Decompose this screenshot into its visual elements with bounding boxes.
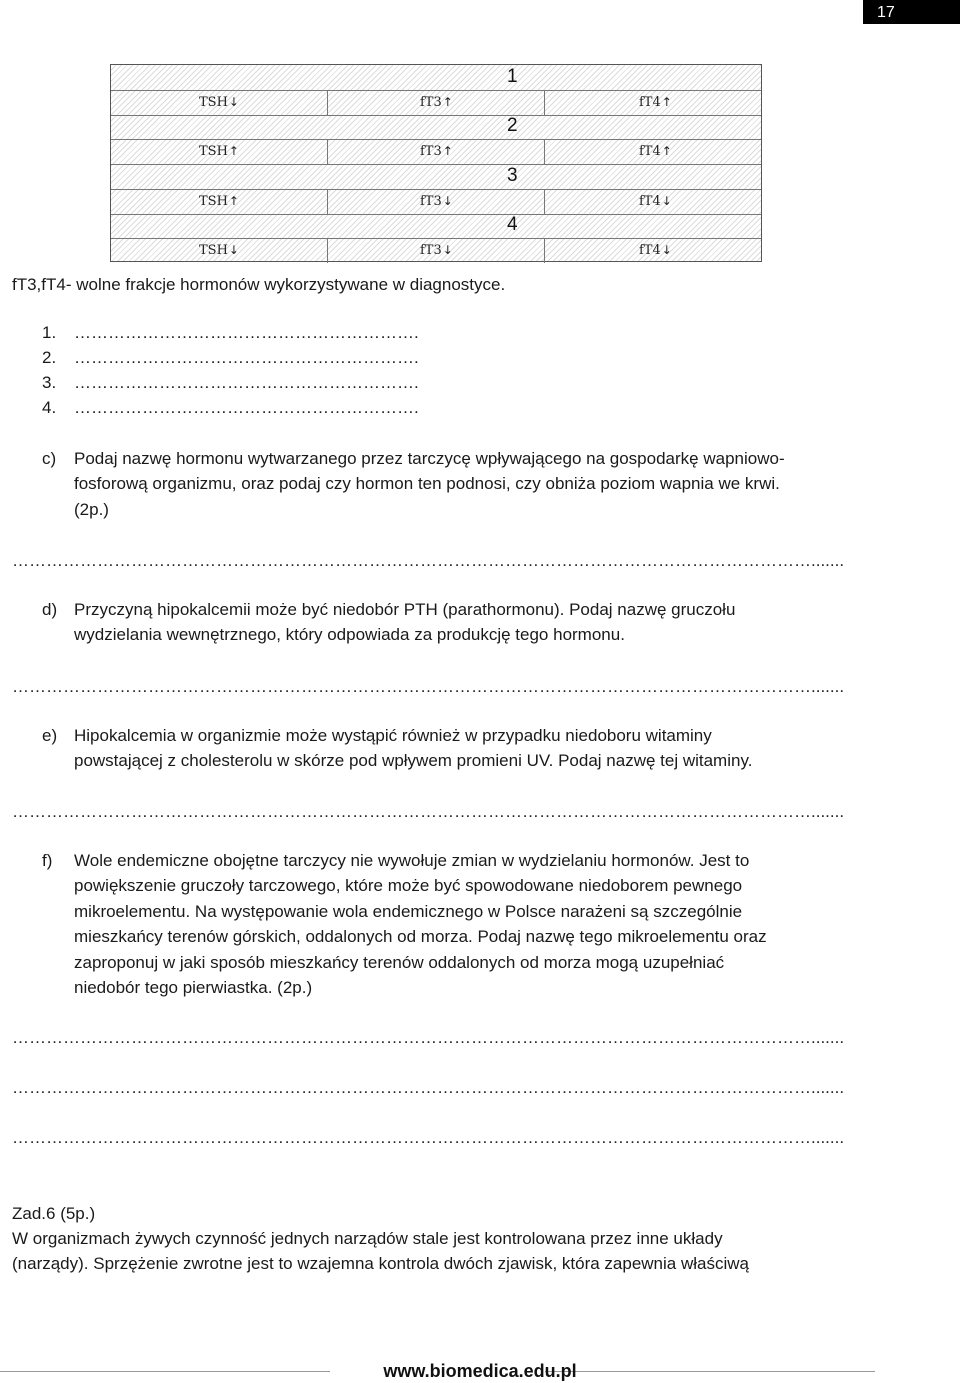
table-section-number: 1 [507,66,518,87]
table-row [111,90,761,116]
ft4-cell: fT4↓ [639,243,672,258]
answer-line: ……………………………………………………………………………………………………………………………....... [12,677,845,696]
hormone-table [110,64,762,262]
task-line: (narządy). Sprzężenie zwrotne jest to wzajemna kontrola dwóch zjawisk, która zapewnia właściwą [12,1254,749,1273]
ft3-cell: fT3↓ [328,190,545,214]
list-item: 4. ……………………………………………………. [42,398,419,417]
question-letter: c) [42,449,57,468]
tsh-cell: TSH↓ [111,239,328,263]
answer-line: ……………………………………………………………………………………………………………………………....... [12,551,845,570]
question-line: Podaj nazwę hormonu wytwarzanego przez tarczycę wpływającego na gospodarkę wapniowo- [74,449,785,468]
list-item: 2. ……………………………………………………. [42,348,419,367]
table-section-number: 2 [507,115,518,136]
footer-url: www.biomedica.edu.pl [383,1361,577,1381]
answer-line: ……………………………………………………………………………………………………………………………....... [12,1128,845,1147]
question-line: powiększenie gruczoły tarczowego, które może być spowodowane niedoborem pewnego [74,876,743,896]
question-line: Wole endemiczne obojętne tarczycy nie wywołuje zmian w wydzielaniu hormonów. Jest to [74,851,750,870]
table-section-number: 4 [507,214,518,235]
tsh-cell: TSH↑ [111,190,328,214]
question-letter: d) [42,600,58,619]
ft4-cell: fT4↑ [639,95,672,110]
question-letter: e) [42,726,58,745]
table-row [111,189,761,215]
question-line: niedobór tego pierwiastka. (2p.) [74,978,313,998]
question-line: mikroelementu. Na występowanie wola endemicznego w Polsce narażeni są szczególnie [74,901,743,921]
table-row [111,139,761,165]
ft3-cell: fT3↑ [328,140,545,164]
question-line: powstającej z cholesterolu w skórze pod wpływem promieni UV. Podaj nazwę tej witaminy. [74,751,753,771]
tsh-cell: TSH↓ [111,91,328,115]
ft4-cell: fT4↓ [639,194,672,209]
question-line: zaproponuj w jaki sposób mieszkańcy terenów oddalonych od morza mogą uzupełniać [74,952,725,972]
ft4-cell: fT4↑ [639,144,672,159]
table-row [111,238,761,263]
note-text: fT3,fT4- wolne frakcje hormonów wykorzystywane w diagnostyce. [12,275,506,294]
tsh-cell: TSH↑ [111,140,328,164]
question-line: fosforową organizmu, oraz podaj czy hormon ten podnosi, czy obniża poziom wapnia we krwi. [74,474,780,494]
answer-line: ……………………………………………………………………………………………………………………………....... [12,1028,845,1047]
question-line: mieszkańcy terenów górskich, oddalonych od morza. Podaj nazwę tego mikroelementu oraz [74,927,767,947]
question-line: Hipokalcemia w organizmie może wystąpić również w przypadku niedoboru witaminy [74,726,712,745]
ft3-cell: fT3↓ [328,239,545,263]
list-item: 3. ……………………………………………………. [42,373,419,392]
list-item: 1. ……………………………………………………. [42,323,419,342]
answer-line: ……………………………………………………………………………………………………………………………....... [12,1078,845,1097]
ft3-cell: fT3↑ [328,91,545,115]
task-title: Zad.6 (5p.) [12,1204,96,1223]
question-line: wydzielania wewnętrznego, który odpowiada za produkcję tego hormonu. [74,625,625,645]
question-line: (2p.) [74,499,109,519]
question-letter: f) [42,851,53,870]
page-number: 17 [863,0,960,24]
task-line: W organizmach żywych czynność jednych narządów stale jest kontrolowana przez inne układy [12,1229,723,1248]
answer-line: ……………………………………………………………………………………………………………………………....... [12,802,845,821]
question-line: Przyczyną hipokalcemii może być niedobór PTH (parathormonu). Podaj nazwę gruczołu [74,600,736,619]
table-section-number: 3 [507,165,518,186]
